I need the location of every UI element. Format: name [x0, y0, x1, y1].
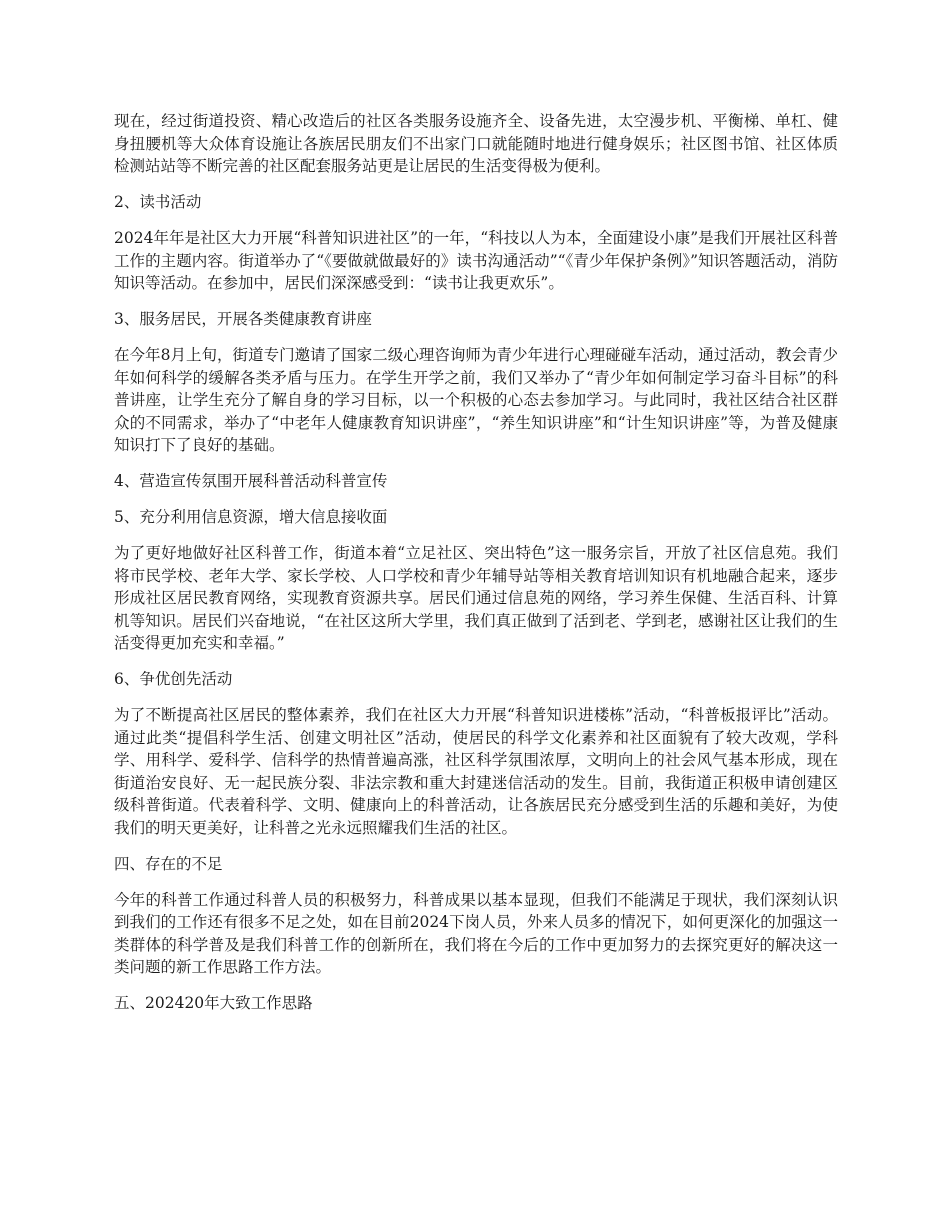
paragraph-facilities: 现在，经过街道投资、精心改造后的社区各类服务设施齐全、设备先进，太空漫步机、平衡梯、单杠、健身扭腰机等大众体育设施让各族居民朋友们不出家门口就能随时地进行健身娱乐；社区图书馆、社区体质检测站站等不断完善的社区配套服务站更是让居民的生活变得极为便利。: [114, 112, 838, 175]
heading-shortcomings: 四、存在的不足: [114, 854, 223, 873]
heading-excellence-activity: 6、争优创先活动: [114, 670, 233, 688]
paragraph-health-lectures: 在今年8月上旬，街道专门邀请了国家二级心理咨询师为青少年进行心理碰碰车活动，通过活动，教会青少年如何科学的缓解各类矛盾与压力。在学生开学之前，我们又举办了“青少年如何制定学习奋斗目标”的科普讲座，让学生充分了解自身的学习目标，以一个积极的心态去参加学习。与此同时，我社区结合社区群众的不同需求，举办了“中老年人健康教育知识讲座”，“养生知识讲座”和“计生知识讲座”等，为普及健康知识打下了良好的基础。: [114, 346, 838, 454]
heading-information-resources: 5、充分利用信息资源，增大信息接收面: [114, 508, 388, 526]
paragraph-information-resources: 为了更好地做好社区科普工作，街道本着“立足社区、突出特色”这一服务宗旨，开放了社区信息苑。我们将市民学校、老年大学、家长学校、人口学校和青少年辅导站等相关教育培训知识有机地融合起来，逐步形成社区居民教育网络，实现教育资源共享。居民们通过信息苑的网络，学习养生保健、生活百科、计算机等知识。居民们兴奋地说，“在社区这所大学里，我们真正做到了活到老、学到老，感谢社区让我们的生活变得更加充实和幸福。”: [114, 544, 838, 652]
heading-publicity: 4、营造宣传氛围开展科普活动科普宣传: [114, 472, 388, 490]
heading-reading-activity: 2、读书活动: [114, 193, 202, 211]
heading-health-lectures: 3、服务居民，开展各类健康教育讲座: [114, 310, 372, 328]
paragraph-reading-activity: 2024年年是社区大力开展“科普知识进社区”的一年，“科技以人为本，全面建设小康”是我们开展社区科普工作的主题内容。街道举办了“《要做就做最好的》读书沟通活动”“《青少年保护条例》”知识答题活动，消防知识等活动。在参加中，居民们深深感受到：“读书让我更欢乐”。: [114, 229, 838, 292]
paragraph-shortcomings: 今年的科普工作通过科普人员的积极努力，科普成果以基本显现，但我们不能满足于现状，我们深刻认识到我们的工作还有很多不足之处，如在目前2024下岗人员，外来人员多的情况下，如何更深化的加强这一类群体的科学普及是我们科普工作的创新所在，我们将在今后的工作中更加努力的去探究更好的解决这一类问题的新工作思路工作方法。: [114, 890, 838, 976]
paragraph-excellence-activity: 为了不断提高社区居民的整体素养，我们在社区大力开展“科普知识进楼栋”活动，“科普板报评比”活动。通过此类“提倡科学生活、创建文明社区”活动，使居民的科学文化素养和社区面貌有了较大改观，学科学、用科学、爱科学、信科学的热情普遍高涨，社区科学氛围浓厚，文明向上的社会风气基本形成，现在街道治安良好、无一起民族分裂、非法宗教和重大封建迷信活动的发生。目前，我街道正积极申请创建区级科普街道。代表着科学、文明、健康向上的科普活动，让各族居民充分感受到生活的乐趣和美好，为使我们的明天更美好，让科普之光永远照耀我们生活的社区。: [114, 706, 838, 837]
heading-work-plan: 五、202420年大致工作思路: [114, 994, 313, 1012]
document-body: [114, 110, 838, 1028]
